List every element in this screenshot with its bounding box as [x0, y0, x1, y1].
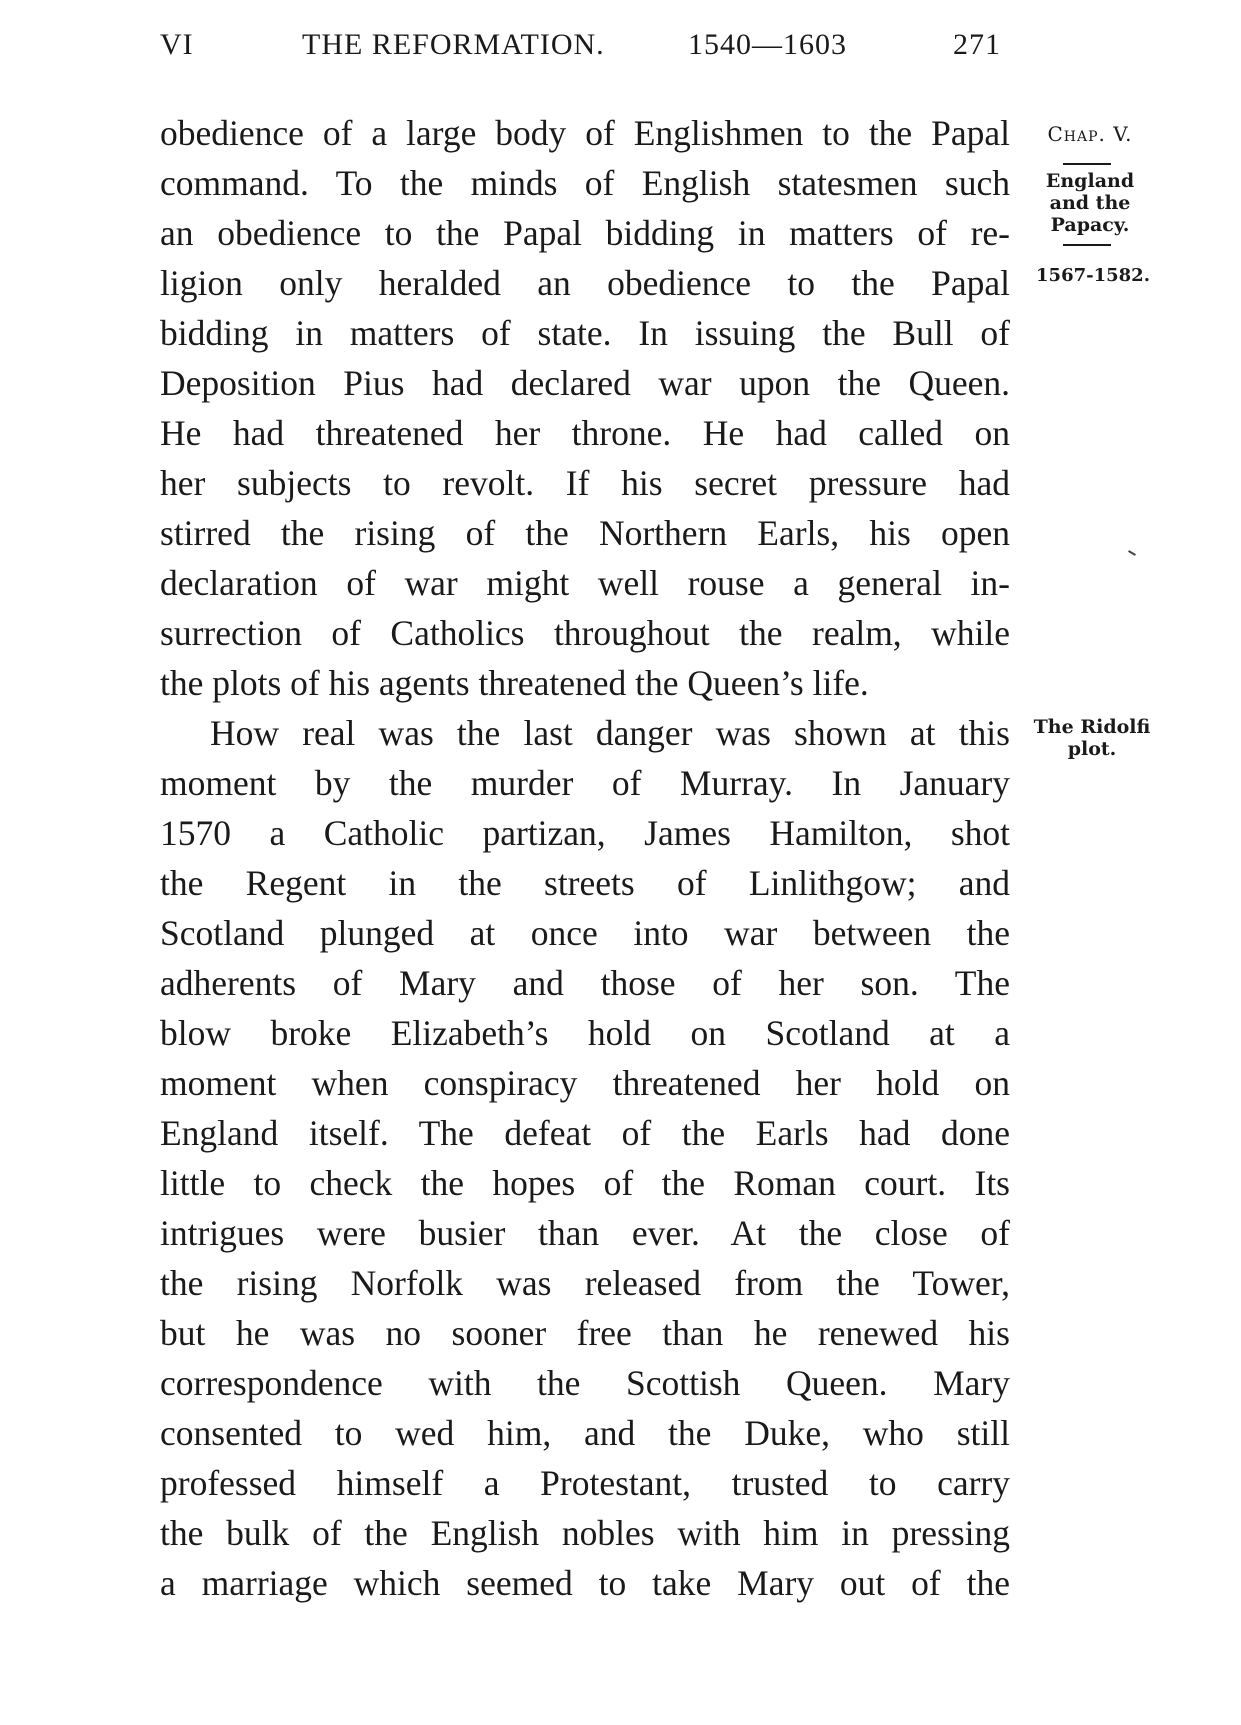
page-number: 271	[953, 28, 1001, 61]
running-head-dates: 1540—1603	[688, 28, 847, 61]
text-line: bidding in matters of state. In issuing the Bull of	[160, 313, 1010, 353]
text-line: declaration of war might well rouse a general in-	[160, 563, 1010, 603]
margin-rule	[1063, 163, 1111, 165]
text-line: Deposition Pius had declared war upon the Queen.	[160, 363, 1010, 403]
margin-note-years: 1567-1582.	[1036, 265, 1150, 286]
text-line: a marriage which seemed to take Mary out of the	[160, 1563, 1010, 1603]
text-line: correspondence with the Scottish Queen. Mary	[160, 1363, 1010, 1403]
text-line: consented to wed him, and the Duke, who still	[160, 1413, 1010, 1453]
text-line: He had threatened her throne. He had called on	[160, 413, 1010, 453]
paragraph-first-line: How real was the last danger was shown at this	[210, 713, 1010, 753]
margin-note-topic	[1030, 170, 1150, 236]
text-line: but he was no sooner free than he renewed his	[160, 1313, 1010, 1353]
text-line: the rising Norfolk was released from the Tower,	[160, 1263, 1010, 1303]
text-line: the Regent in the streets of Linlithgow; and	[160, 863, 1010, 903]
text-line: Scotland plunged at once into war between the	[160, 913, 1010, 953]
text-line: obedience of a large body of Englishmen to the Papal	[160, 113, 1010, 153]
margin-note-topic-line: Papacy.	[1050, 214, 1130, 236]
text-line: professed himself a Protestant, trusted to carry	[160, 1463, 1010, 1503]
text-line: blow broke Elizabeth’s hold on Scotland at a	[160, 1013, 1010, 1053]
text-line: the bulk of the English nobles with him in pressing	[160, 1513, 1010, 1553]
text-line: stirred the rising of the Northern Earls, his open	[160, 513, 1010, 553]
text-line: her subjects to revolt. If his secret pressure had	[160, 463, 1010, 503]
text-line: the plots of his agents threatened the Queen’s life.	[160, 663, 869, 703]
body-text	[160, 108, 1010, 1608]
text-line: an obedience to the Papal bidding in matters of re-	[160, 213, 1010, 253]
text-line: England itself. The defeat of the Earls had done	[160, 1113, 1010, 1153]
text-line: 1570 a Catholic partizan, James Hamilton, shot	[160, 813, 1010, 853]
stray-ink-mark	[1128, 550, 1136, 556]
margin-note-chapter: Chap. V.	[1047, 122, 1133, 146]
margin-note-plot-line: The Ridolfi	[1033, 716, 1151, 738]
text-line: moment when conspiracy threatened her hold on	[160, 1063, 1010, 1103]
text-line: command. To the minds of English statesmen such	[160, 163, 1010, 203]
margin-note-topic-line: England	[1045, 170, 1135, 192]
text-line: little to check the hopes of the Roman court. Its	[160, 1163, 1010, 1203]
text-line: ligion only heralded an obedience to the Papal	[160, 263, 1010, 303]
margin-rule	[1063, 244, 1111, 246]
margin-note-plot-line: plot.	[1067, 738, 1117, 760]
text-line: adherents of Mary and those of her son. The	[160, 963, 1010, 1003]
text-line: intrigues were busier than ever. At the close of	[160, 1213, 1010, 1253]
running-head-section: VI	[160, 28, 194, 61]
running-head	[160, 28, 1010, 68]
text-line: moment by the murder of Murray. In January	[160, 763, 1010, 803]
margin-note-plot	[1022, 716, 1162, 760]
margin-note-topic-line: and the	[1049, 192, 1131, 214]
text-line: surrection of Catholics throughout the realm, while	[160, 613, 1010, 653]
running-head-title: THE REFORMATION.	[302, 28, 605, 61]
